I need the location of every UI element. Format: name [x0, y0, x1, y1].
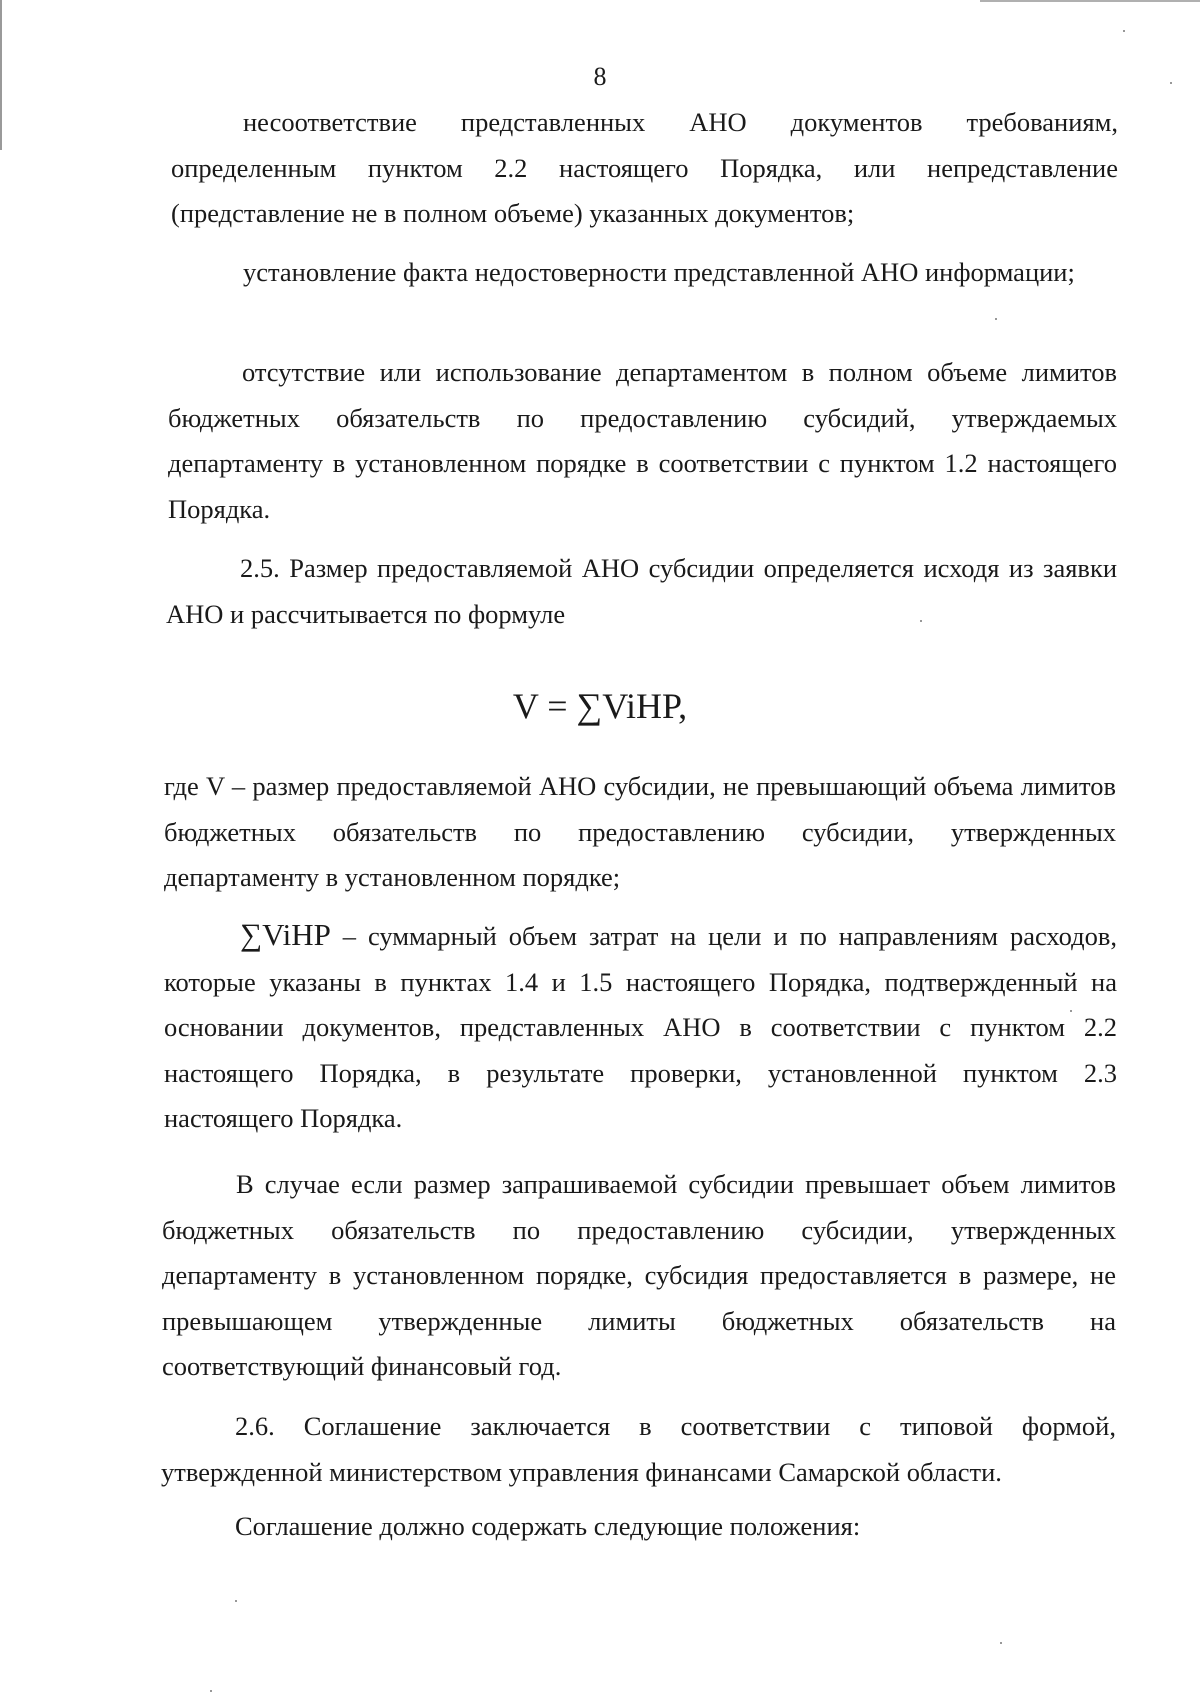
paragraph-budget-limits: отсутствие или использование департаментом в полном объеме лимитов бюджетных обязательств по предоставлению субсидий, утверждаемых департаменту в установленном порядке в соответствии с пунктом 1.2 настоящего Порядка.: [168, 357, 1117, 524]
subsidy-formula: V = ∑ViHP,: [512, 686, 688, 726]
scan-speck: [1000, 1642, 1002, 1644]
paragraph-agreement-provisions: Соглашение должно содержать следующие положения:: [235, 1511, 861, 1541]
sum-definition-text: – суммарный объем затрат на цели и по направлениям расходов, которые указаны в пунктах 1.4 и 1.5 настоящего Порядка, подтвержденный на основании документов, представленных АНО в соответствии с пунктом 2.2 настоящего Порядка, в результате проверки, установленной пунктом 2.3 настоящего Порядка.: [164, 921, 1117, 1133]
scan-speck: [235, 1600, 237, 1602]
scan-speck: [1123, 30, 1125, 32]
paragraph-subsidy-size: 2.5. Размер предоставляемой АНО субсидии определяется исходя из заявки АНО и рассчитывается по формуле: [166, 553, 1117, 629]
paragraph-v-definition: где V – размер предоставляемой АНО субсидии, не превышающий объема лимитов бюджетных обязательств по предоставлению субсидии, утвержденных департаменту в установленном порядке;: [164, 771, 1116, 892]
scan-speck: [920, 620, 922, 622]
scan-speck: [210, 1690, 212, 1692]
paragraph-sum-definition: [164, 912, 1117, 1142]
scan-speck: [1170, 82, 1172, 84]
scan-border-top: [980, 0, 1200, 2]
paragraph-exceeding-limits: В случае если размер запрашиваемой субсидии превышает объем лимитов бюджетных обязательств по предоставлению субсидии, утвержденных департаменту в установленном порядке, субсидия предоставляется в размере, не превышающем утвержденные лимиты бюджетных обязательств на соответствующий финансовый год.: [162, 1169, 1116, 1381]
paragraph-agreement-form: 2.6. Соглашение заключается в соответствии с типовой формой, утвержденной министерством управления финансами Самарской области.: [161, 1411, 1116, 1487]
paragraph-document-mismatch: несоответствие представленных АНО документов требованиям, определенным пунктом 2.2 настоящего Порядка, или непредставление (представление не в полном объеме) указанных документов;: [171, 107, 1118, 228]
sum-symbol: ∑ViHP: [240, 917, 331, 952]
paragraph-false-information: установление факта недостоверности представленной АНО информации;: [243, 257, 1075, 287]
scan-speck: [995, 318, 997, 320]
scan-speck: [1070, 1010, 1072, 1012]
page-number: 8: [593, 62, 607, 91]
